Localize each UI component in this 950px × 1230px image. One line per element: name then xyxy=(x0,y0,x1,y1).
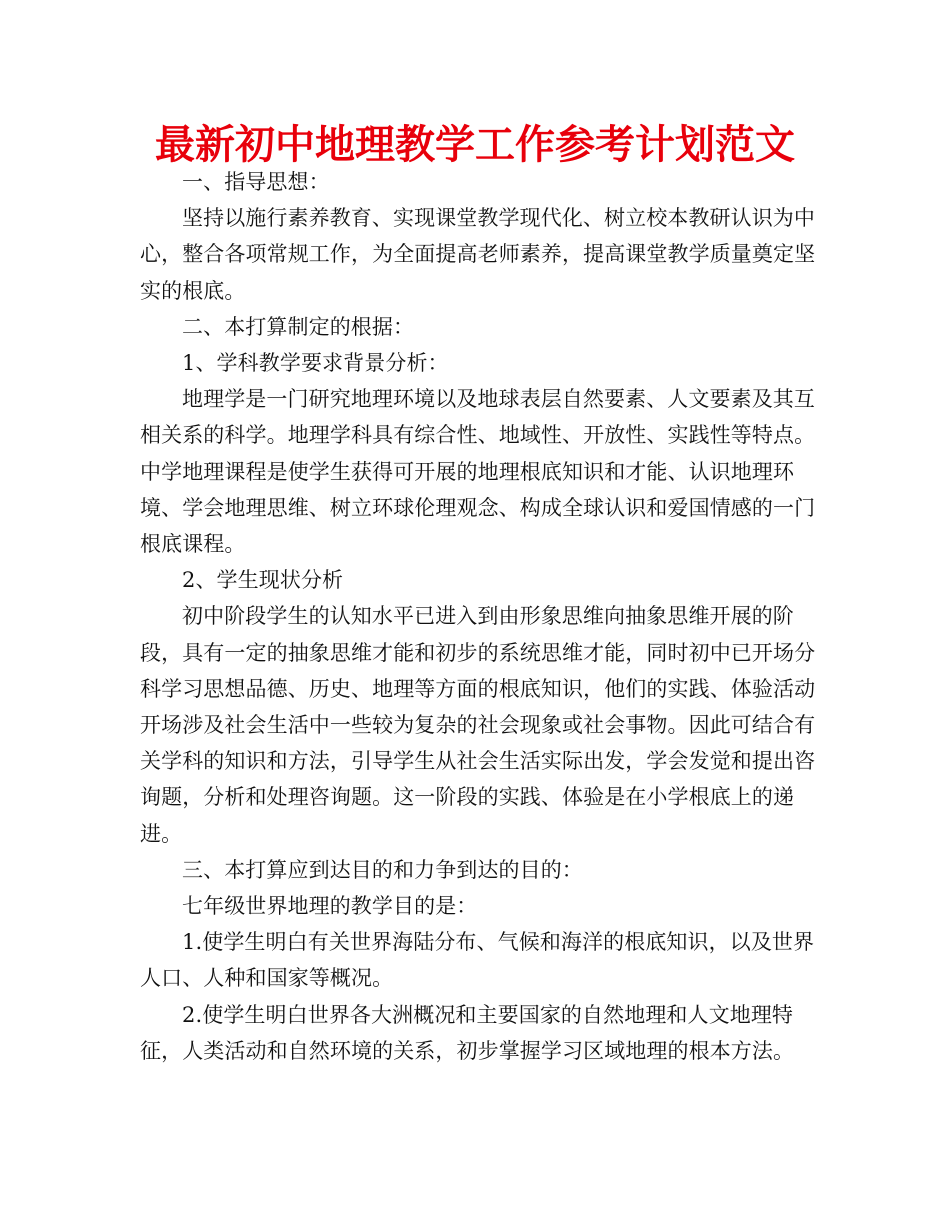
document-title: 最新初中地理教学工作参考计划范文 xyxy=(155,122,795,168)
paragraph-student-status: 初中阶段学生的认知水平已进入到由形象思维向抽象思维开展的阶段，具有一定的抽象思维才能和初步的系统思维才能，同时初中已开场分科学习思想品德、历史、地理等方面的根底知识，他们的实践、体验活动开场涉及社会生活中一些较为复杂的社会现象或社会事物。因此可结合有关学科的知识和方法，引导学生从社会生活实际出发，学会发觉和提出咨询题，分析和处理咨询题。这一阶段的实践、体验是在小学根底上的递进。 xyxy=(140,604,816,846)
list-item-goal-2: 2.使学生明白世界各大洲概况和主要国家的自然地理和人文地理特征，人类活动和自然环境的关系，初步掌握学习区域地理的根本方法。 xyxy=(140,1002,795,1063)
list-item-goal-1: 1.使学生明白有关世界海陆分布、气候和海洋的根底知识，以及世界人口、人种和国家等概况。 xyxy=(140,930,815,991)
paragraph-grade7-goals-intro: 七年级世界地理的教学目的是： xyxy=(182,894,478,919)
document-body xyxy=(140,164,820,1069)
paragraph-guiding-ideology: 坚持以施行素养教育、实现课堂教学现代化、树立校本教研认识为中心，整合各项常规工作，为全面提高老师素养，提高课堂教学质量奠定坚实的根底。 xyxy=(140,206,816,303)
subheading-teaching-background: 1、学科教学要求背景分析： xyxy=(182,351,449,376)
heading-guiding-ideology: 一、指导思想： xyxy=(182,170,330,194)
paragraph-teaching-background: 地理学是一门研究地理环境以及地球表层自然要素、人文要素及其互相关系的科学。地理学科具有综合性、地域性、开放性、实践性等特点。中学地理课程是使学生获得可开展的地理根底知识和才能、认识地理环境、学会地理思维、树立环球伦理观念、构成全球认识和爱国情感的一门根底课程。 xyxy=(140,387,816,557)
heading-plan-basis: 二、本打算制定的根据： xyxy=(182,314,415,339)
subheading-student-status: 2、学生现状分析 xyxy=(182,568,344,593)
heading-plan-goals: 三、本打算应到达目的和力争到达的目的： xyxy=(182,857,583,882)
